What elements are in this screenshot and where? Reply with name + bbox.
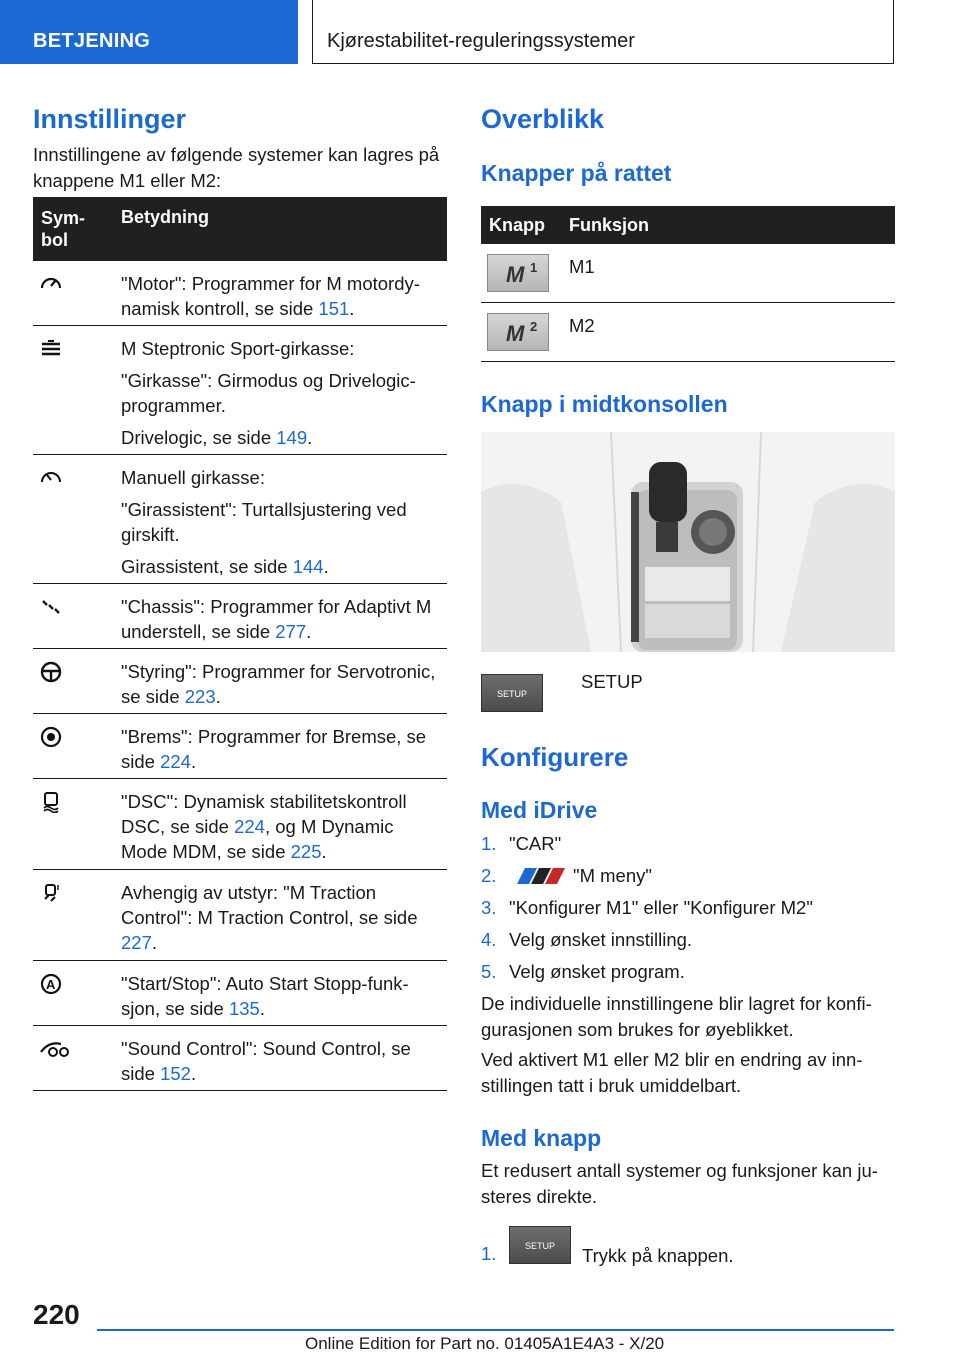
svg-text:M: M	[506, 321, 525, 346]
table-row	[33, 649, 447, 714]
m1-button-icon	[487, 254, 549, 292]
svg-text:2: 2	[530, 319, 538, 334]
table-row	[33, 326, 447, 455]
m2-function: M2	[569, 315, 595, 336]
settings-heading: Innstillinger	[33, 104, 187, 134]
meaning-text: Manuell girkasse: "Girassistent": Turtallsjustering ved girskift. Girassistent, se side 144.	[121, 467, 407, 577]
steering-table-header	[481, 206, 895, 244]
traction-icon	[39, 882, 63, 910]
with-button-steps: 1.	[481, 1243, 497, 1264]
meaning-text: "DSC": Dynamisk stabilitetskontroll DSC, se side 224, og M Dynamic Mode MDM, se side 225.	[121, 791, 407, 862]
meaning-text: "Start/Stop": Auto Start Stopp-funksjon, se side 135.	[121, 973, 409, 1019]
table-row	[33, 455, 447, 584]
center-console-heading: Knapp i midtkonsollen	[481, 391, 728, 417]
meaning-text: "Sound Control": Sound Control, se side 152.	[121, 1038, 411, 1084]
table-row	[33, 961, 447, 1026]
section-label: BETJENING	[33, 30, 151, 52]
steering-buttons-heading: Knapper på rattet	[481, 160, 672, 186]
table-row	[481, 303, 895, 362]
col-function-header: Funksjon	[569, 215, 649, 235]
page-link[interactable]: 223	[184, 686, 216, 707]
page-link[interactable]: 225	[290, 841, 322, 862]
meaning-text: Avhengig av utstyr: "M Traction Control": M Traction Control, se side 227.	[121, 882, 418, 953]
dsc-icon	[39, 791, 63, 819]
footer-rule	[97, 1329, 894, 1331]
m-stripes-icon	[511, 867, 565, 889]
page-link[interactable]: 224	[160, 751, 191, 772]
settings-table	[33, 197, 447, 1091]
table-row	[33, 779, 447, 870]
meaning-text: "Motor": Programmer for M motordynamisk kontroll, se side 151.	[121, 273, 420, 319]
configure-paragraph-1: De individuelle innstillingene blir lagret for konfigurasjonen som brukes for øyeblikket.	[481, 993, 872, 1040]
meaning-text: "Brems": Programmer for Bremse, se side 224.	[121, 726, 427, 772]
steering-wheel-icon	[39, 661, 63, 689]
page-link[interactable]: 227	[121, 932, 152, 953]
press-button-text: Trykk på knappen.	[582, 1245, 734, 1266]
setup-button-icon: SETUP	[509, 1226, 571, 1264]
edition-note: Online Edition for Part no. 01405A1E4A3 - X/20	[305, 1334, 665, 1353]
idrive-steps: 1. "CAR" 2. "M meny" 3. "Konfigurer M1" eller "Konfigurer M2" 4. Velg ønsket innstilling. 5. Velg ønsket program.	[481, 833, 813, 982]
col-button-header: Knapp	[489, 215, 545, 235]
svg-text:M: M	[506, 262, 525, 287]
chapter-title-box	[312, 0, 894, 64]
page-link[interactable]: 151	[318, 298, 350, 319]
idrive-heading: Med iDrive	[481, 797, 598, 823]
table-row	[33, 1026, 447, 1091]
overview-heading: Overblikk	[481, 104, 605, 134]
svg-text:1: 1	[530, 260, 538, 275]
table-row	[481, 244, 895, 303]
center-console-image	[481, 432, 895, 652]
col-symbol-header: Sym- bol	[41, 208, 86, 250]
shift-assist-icon	[39, 467, 63, 493]
settings-intro: Innstillingene av følgende systemer kan lagres på knappene M1 eller M2:	[33, 144, 440, 191]
sound-control-icon	[39, 1038, 73, 1064]
svg-text:A: A	[46, 977, 56, 992]
section-tab	[0, 0, 298, 64]
chapter-title: Kjørestabilitet-reguleringssystemer	[327, 30, 635, 52]
table-row	[33, 261, 447, 326]
page-number: 220	[33, 1299, 80, 1330]
meaning-text: "Chassis": Programmer for Adaptivt M understell, se side 277.	[121, 596, 432, 642]
gauge-icon	[39, 273, 63, 299]
meaning-text: M Steptronic Sport-girkasse: "Girkasse": Girmodus og Drivelogic-programmer. Drivelogic, se side 149.	[121, 338, 416, 448]
setup-label: SETUP	[581, 671, 643, 692]
meaning-text: "Styring": Programmer for Servotronic, se side 223.	[121, 661, 436, 707]
steering-buttons-table	[481, 206, 895, 362]
m2-button-icon	[487, 313, 549, 351]
m1-function: M1	[569, 256, 595, 277]
gearbox-icon	[39, 338, 63, 364]
table-row	[33, 714, 447, 779]
page-link[interactable]: 224	[234, 816, 265, 837]
page-link[interactable]: 277	[275, 621, 307, 642]
col-meaning-header: Betydning	[121, 207, 209, 227]
with-button-heading: Med knapp	[481, 1125, 602, 1151]
page-link[interactable]: 135	[228, 998, 260, 1019]
with-button-paragraph: Et redusert antall systemer og funksjoner kan justeres direkte.	[481, 1160, 878, 1207]
auto-start-stop-icon	[39, 973, 63, 1001]
table-row	[33, 584, 447, 649]
chassis-icon	[39, 596, 63, 622]
setup-button-icon: SETUP	[481, 674, 543, 712]
table-row	[33, 870, 447, 961]
brake-icon	[39, 726, 63, 754]
page-link[interactable]: 149	[276, 427, 308, 448]
settings-table-header	[33, 197, 447, 261]
page-link[interactable]: 152	[160, 1063, 191, 1084]
configure-heading: Konfigurere	[481, 742, 629, 772]
configure-paragraph-2: Ved aktivert M1 eller M2 blir en endring av innstillingen tatt i bruk umiddelbart.	[481, 1049, 863, 1096]
page-link[interactable]: 144	[292, 556, 324, 577]
